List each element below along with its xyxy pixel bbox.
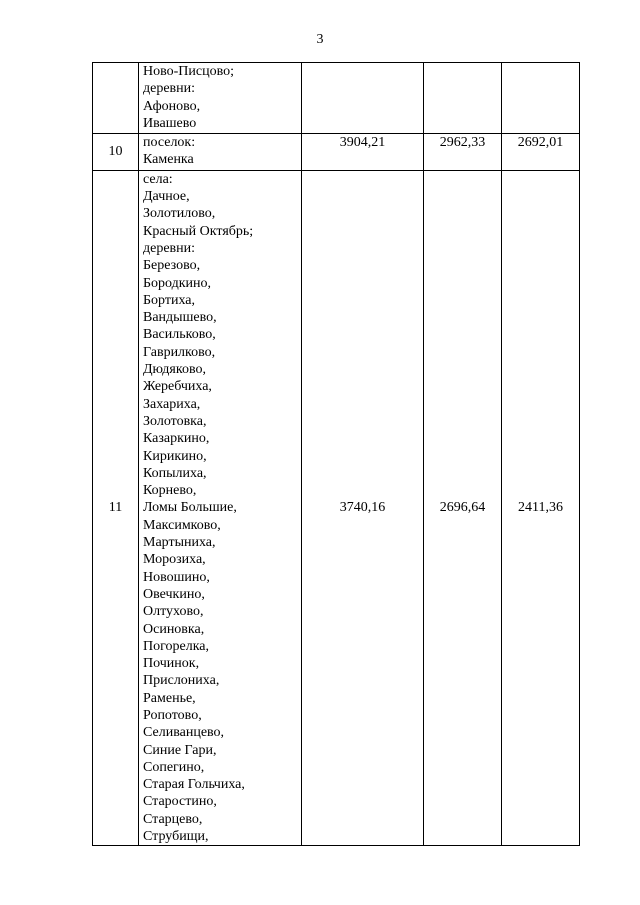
settlement-name: Мартыниха, (143, 535, 216, 551)
value-cell-3: 2692,01 (502, 134, 580, 171)
table-row (93, 134, 580, 171)
settlement-name: Погорелка, (143, 638, 210, 654)
settlement-name: Дюдяково, (143, 362, 206, 378)
settlement-name: Гаврилково, (143, 344, 216, 360)
settlement-name: Старостино, (143, 794, 217, 810)
page-number: 3 (316, 32, 324, 47)
value-cell-3 (502, 63, 580, 134)
settlement-names-cell (139, 134, 302, 171)
settlement-name: Старая Гольчиха, (143, 777, 245, 793)
settlement-name: Захариха, (143, 396, 201, 412)
settlement-name: Вандышево, (143, 310, 217, 326)
value-cell-2 (424, 63, 502, 134)
settlement-name: Корнево, (143, 483, 197, 499)
settlement-name: Ивашево (143, 115, 197, 131)
value-cell-2: 2696,64 (424, 170, 502, 846)
settlement-name: Олтухово, (143, 604, 204, 620)
settlement-name: деревни: (143, 81, 196, 97)
settlement-name: Красный Октябрь; (143, 223, 254, 239)
settlement-name: Бортиха, (143, 292, 195, 308)
settlement-name: Золотовка, (143, 413, 207, 429)
settlement-name: Золотилово, (143, 206, 216, 222)
settlement-name: Сопегино, (143, 759, 205, 775)
settlement-name: Морозиха, (143, 552, 206, 568)
settlement-name: села: (143, 171, 173, 187)
settlement-name: деревни: (143, 240, 196, 256)
settlement-name: Максимково, (143, 517, 221, 533)
settlements-table (92, 62, 580, 846)
settlement-name: Новошино, (143, 569, 210, 585)
row-number-cell: 10 (93, 134, 139, 171)
settlement-name: Селиванцево, (143, 725, 225, 741)
value-cell-1: 3740,16 (302, 170, 424, 846)
settlement-name: Синие Гари, (143, 742, 217, 758)
value-cell-1: 3904,21 (302, 134, 424, 171)
settlement-name: Дачное, (143, 189, 190, 205)
settlement-names-cell (139, 63, 302, 134)
row-number-cell: 11 (93, 170, 139, 846)
settlement-name: Каменка (143, 152, 194, 168)
settlement-names-cell (139, 170, 302, 846)
value-cell-1 (302, 63, 424, 134)
settlement-name: Осиновка, (143, 621, 205, 637)
settlement-name: Старцево, (143, 811, 203, 827)
value-cell-3: 2411,36 (502, 170, 580, 846)
table-row (93, 170, 580, 846)
settlement-name: Прислониха, (143, 673, 220, 689)
table-row (93, 63, 580, 134)
settlement-name: Бородкино, (143, 275, 212, 291)
settlement-name: Ново-Писцово; (143, 64, 234, 79)
settlement-name: Копылиха, (143, 465, 207, 481)
value-cell-2: 2962,33 (424, 134, 502, 171)
settlement-name: поселок: (143, 135, 196, 151)
settlement-name: Березово, (143, 258, 201, 274)
row-number-cell (93, 63, 139, 134)
settlement-name: Ропотово, (143, 707, 202, 723)
settlement-name: Васильково, (143, 327, 216, 343)
settlement-name: Струбищи, (143, 829, 209, 845)
settlement-name: Овечкино, (143, 586, 205, 602)
settlement-name: Афоново, (143, 98, 201, 114)
settlement-name: Починок, (143, 656, 200, 672)
settlement-name: Раменье, (143, 690, 196, 706)
settlement-name: Кирикино, (143, 448, 207, 464)
settlement-name: Казаркино, (143, 431, 210, 447)
settlement-name: Ломы Большие, (143, 500, 237, 516)
settlement-name: Жеребчиха, (143, 379, 212, 395)
